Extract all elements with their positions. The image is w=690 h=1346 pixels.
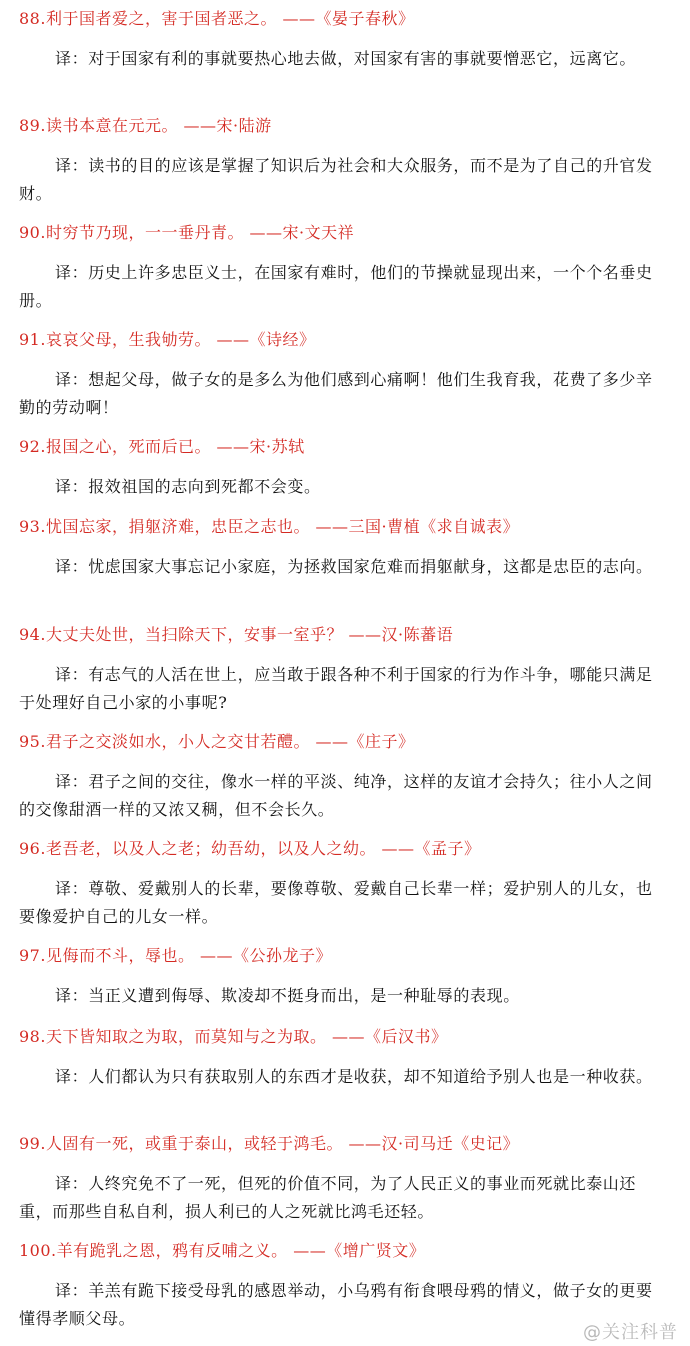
quote-heading: 95.君子之交淡如水，小人之交甘若醴。 ——《庄子》: [19, 732, 415, 751]
translation-text: 译：君子之间的交往，像水一样的平淡、纯净，这样的友谊才会持久；往小人之间的交像甜酒一样的又浓又稠，但不会长久。: [19, 772, 653, 819]
translation-text: 译：尊敬、爱戴别人的长辈，要像尊敬、爱戴自己长辈一样；爱护别人的儿女，也要像爱护自己的儿女一样。: [19, 879, 653, 926]
translation-text: 译：忧虑国家大事忘记小家庭，为拯救国家危难而捐躯献身，这都是忠臣的志向。: [55, 557, 653, 576]
quote-heading: 94.大丈夫处世，当扫除天下，安事一室乎？ ——汉·陈蕃语: [19, 625, 454, 644]
translation-text: 译：当正义遭到侮辱、欺凌却不挺身而出，是一种耻辱的表现。: [55, 986, 520, 1005]
translation-text: 译：羊羔有跪下接受母乳的感恩举动，小乌鸦有衔食喂母鸦的情义，做子女的更要懂得孝顺父母。: [19, 1281, 653, 1328]
quote-heading: 98.天下皆知取之为取，而莫知与之为取。 ——《后汉书》: [19, 1027, 448, 1046]
quote-heading: 100.羊有跪乳之恩，鸦有反哺之义。 ——《增广贤文》: [19, 1241, 426, 1260]
quote-heading: 91.哀哀父母，生我劬劳。 ——《诗经》: [19, 330, 316, 349]
translation-text: 译：想起父母，做子女的是多么为他们感到心痛啊！他们生我育我，花费了多少辛勤的劳动啊！: [19, 370, 653, 417]
quote-heading: 88.利于国者爱之，害于国者恶之。 ——《晏子春秋》: [19, 9, 415, 28]
translation-text: 译：人们都认为只有获取别人的东西才是收获，却不知道给予别人也是一种收获。: [55, 1067, 653, 1086]
quote-heading: 89.读书本意在元元。 ——宋·陆游: [19, 116, 272, 135]
translation-text: 译：报效祖国的志向到死都不会变。: [55, 477, 321, 496]
translation-text: 译：对于国家有利的事就要热心地去做，对国家有害的事就要憎恶它，远离它。: [55, 49, 637, 68]
quote-heading: 96.老吾老，以及人之老；幼吾幼，以及人之幼。 ——《孟子》: [19, 839, 481, 858]
quote-heading: 97.见侮而不斗，辱也。 ——《公孙龙子》: [19, 946, 333, 965]
quote-heading: 93.忧国忘家，捐躯济难，忠臣之志也。 ——三国·曹植《求自诚表》: [19, 517, 520, 536]
quote-heading: 99.人固有一死，或重于泰山，或轻于鸿毛。 ——汉·司马迁《史记》: [19, 1134, 520, 1153]
quote-heading: 90.时穷节乃现，一一垂丹青。 ——宋·文天祥: [19, 223, 355, 242]
translation-text: 译：历史上许多忠臣义士，在国家有难时，他们的节操就显现出来，一个个名垂史册。: [19, 263, 653, 310]
quote-heading: 92.报国之心，死而后已。 ——宋·苏轼: [19, 437, 305, 456]
translation-text: 译：读书的目的应该是掌握了知识后为社会和大众服务，而不是为了自己的升官发财。: [19, 156, 653, 203]
translation-text: 译：人终究免不了一死，但死的价值不同，为了人民正义的事业而死就比泰山还重，而那些自私自利，损人利已的人之死就比鸿毛还轻。: [19, 1174, 637, 1221]
translation-text: 译：有志气的人活在世上，应当敢于跟各种不利于国家的行为作斗争，哪能只满足于处理好自己小家的小事呢?: [19, 665, 653, 712]
watermark: @关注科普: [583, 1322, 678, 1343]
